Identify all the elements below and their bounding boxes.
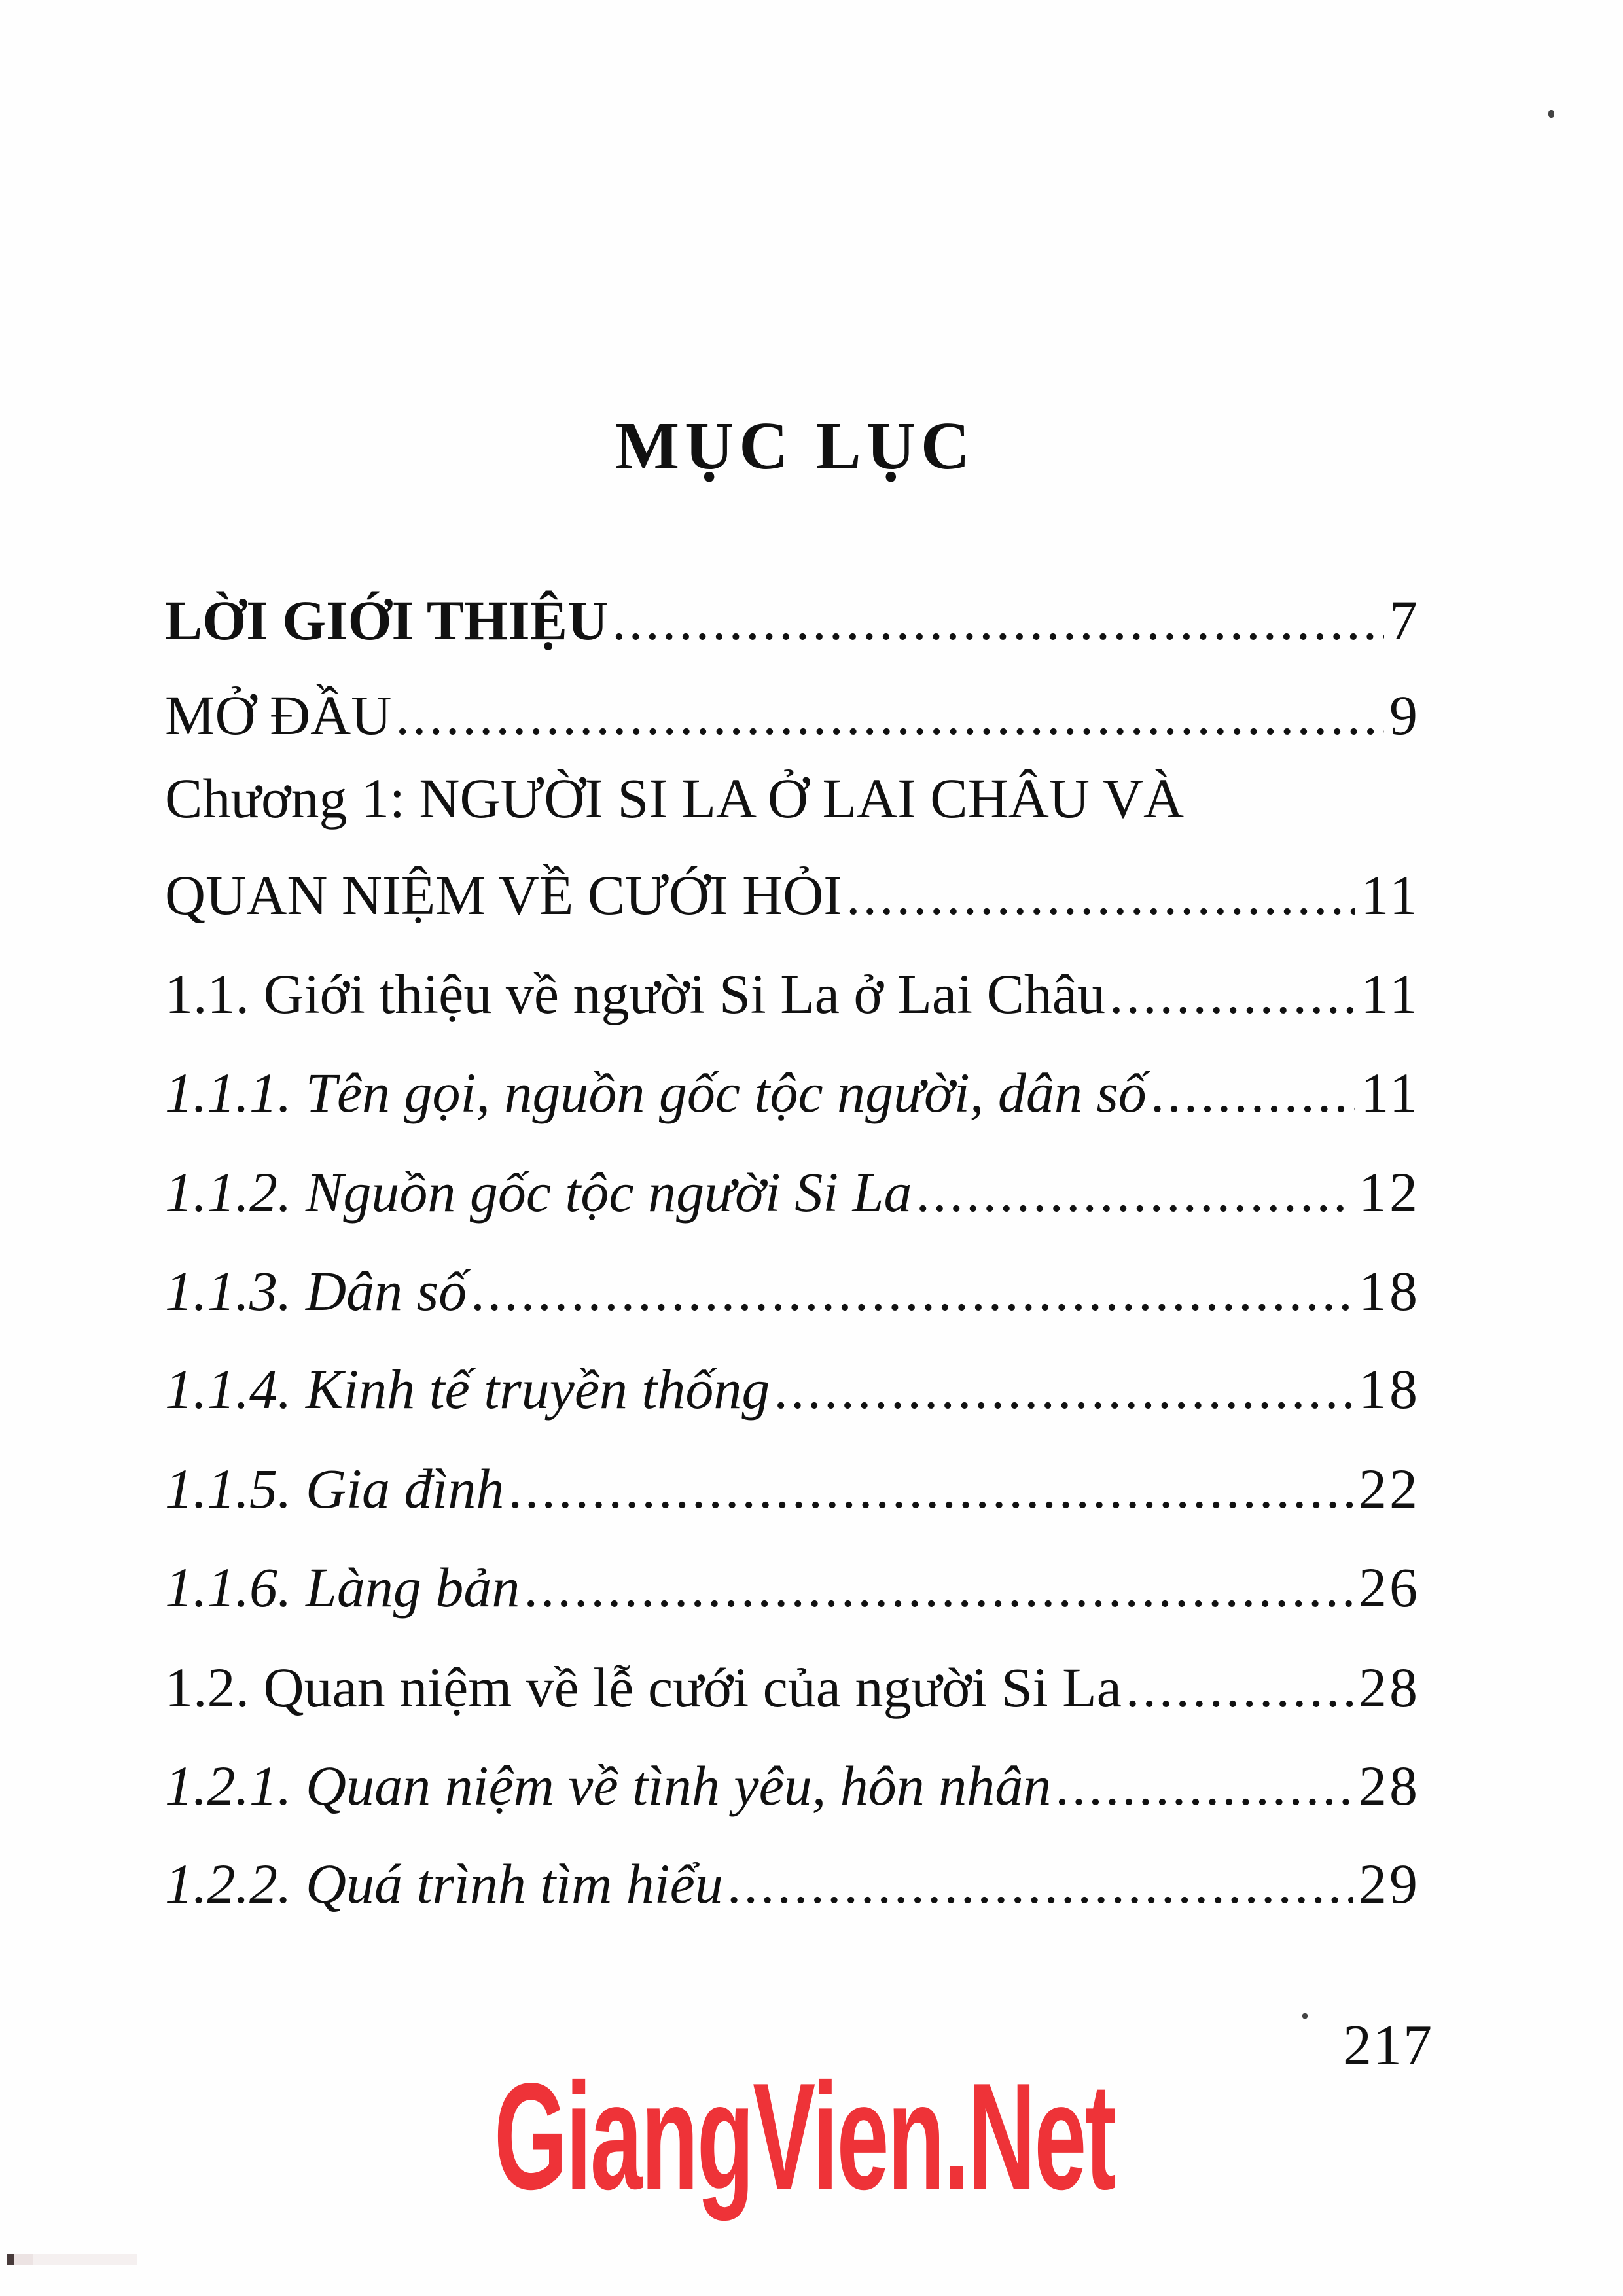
- toc-entry-label: 1.1.3. Dân số: [165, 1260, 467, 1322]
- toc-entry-chapter-1[interactable]: [165, 864, 1420, 927]
- toc-entry-label: 1.1.4. Kinh tế truyền thống: [165, 1358, 770, 1421]
- dot-leader: [395, 687, 1384, 743]
- toc-entry-intro[interactable]: [165, 589, 1420, 652]
- toc-entry-label: 1.2. Quan niệm về lễ cưới của người Si La: [165, 1656, 1122, 1719]
- toc-page-number: 28: [1359, 1754, 1420, 1817]
- scan-speck: [1548, 110, 1554, 118]
- dot-leader: [508, 1460, 1353, 1517]
- toc-entry-label: 1.2.1. Quan niệm về tình yêu, hôn nhân: [165, 1754, 1052, 1817]
- toc-entry-1-1-2[interactable]: [165, 1161, 1420, 1224]
- watermark-logo: GiangVien.Net: [494, 2052, 1115, 2221]
- toc-page-number: 9: [1389, 684, 1420, 747]
- dot-leader: [612, 592, 1384, 648]
- toc-entry-1-1-3[interactable]: [165, 1260, 1420, 1322]
- toc-entry-1-1[interactable]: [165, 963, 1420, 1025]
- toc-entry-label: 1.1.2. Nguồn gốc tộc người Si La: [165, 1161, 912, 1224]
- page-number: 217: [1343, 2014, 1433, 2077]
- dot-leader: [846, 867, 1355, 923]
- toc-entry-1-2-1[interactable]: [165, 1754, 1420, 1817]
- toc-page-number: 11: [1361, 864, 1420, 927]
- page-title: MỤC LỤC: [615, 408, 975, 484]
- dot-leader: [471, 1263, 1353, 1319]
- toc-page-number: 11: [1361, 1061, 1420, 1124]
- toc-entry-opening[interactable]: [165, 684, 1420, 747]
- toc-entry-label: QUAN NIỆM VỀ CƯỚI HỎI: [165, 864, 842, 927]
- dot-leader: [916, 1164, 1353, 1220]
- dot-leader: [1109, 966, 1355, 1022]
- toc-entry-label: 1.1.1. Tên gọi, nguồn gốc tộc người, dân số: [165, 1061, 1147, 1124]
- toc-entry-1-2[interactable]: [165, 1656, 1420, 1719]
- toc-entry-1-1-1[interactable]: [165, 1061, 1420, 1124]
- toc-page-number: 28: [1359, 1656, 1420, 1719]
- toc-entry-label: MỞ ĐẦU: [165, 684, 392, 747]
- dot-leader: [774, 1361, 1353, 1417]
- toc-entry-1-1-4[interactable]: [165, 1358, 1420, 1421]
- dot-leader: [1126, 1659, 1353, 1716]
- scan-edge-artifact: [7, 2254, 137, 2265]
- dot-leader: [524, 1559, 1353, 1616]
- dot-leader: [727, 1856, 1353, 1912]
- scan-speck: [1302, 2013, 1308, 2019]
- toc-entry-label: 1.1.6. Làng bản: [165, 1556, 520, 1619]
- toc-page-number: 26: [1359, 1556, 1420, 1619]
- toc-entry-1-1-5[interactable]: [165, 1457, 1420, 1520]
- toc-page-number: 11: [1361, 963, 1420, 1025]
- toc-chapter-1-heading[interactable]: Chương 1: NGƯỜI SI LA Ở LAI CHÂU VÀ: [165, 767, 1185, 830]
- toc-page-number: 29: [1359, 1852, 1420, 1915]
- toc-entry-label: 1.2.2. Quá trình tìm hiểu: [165, 1852, 723, 1915]
- toc-entry-1-1-6[interactable]: [165, 1556, 1420, 1619]
- toc-page-number: 18: [1359, 1260, 1420, 1322]
- toc-entry-1-2-2[interactable]: [165, 1852, 1420, 1915]
- toc-entry-label: LỜI GIỚI THIỆU: [165, 589, 609, 652]
- dot-leader: [1150, 1065, 1355, 1121]
- toc-entry-label: 1.1. Giới thiệu về người Si La ở Lai Châu: [165, 963, 1106, 1025]
- toc-page-number: 18: [1359, 1358, 1420, 1421]
- toc-page-number: 12: [1359, 1161, 1420, 1224]
- toc-page-number: 22: [1359, 1457, 1420, 1520]
- toc-entry-label: 1.1.5. Gia đình: [165, 1457, 505, 1520]
- toc-page-number: 7: [1389, 589, 1420, 652]
- dot-leader: [1055, 1757, 1353, 1814]
